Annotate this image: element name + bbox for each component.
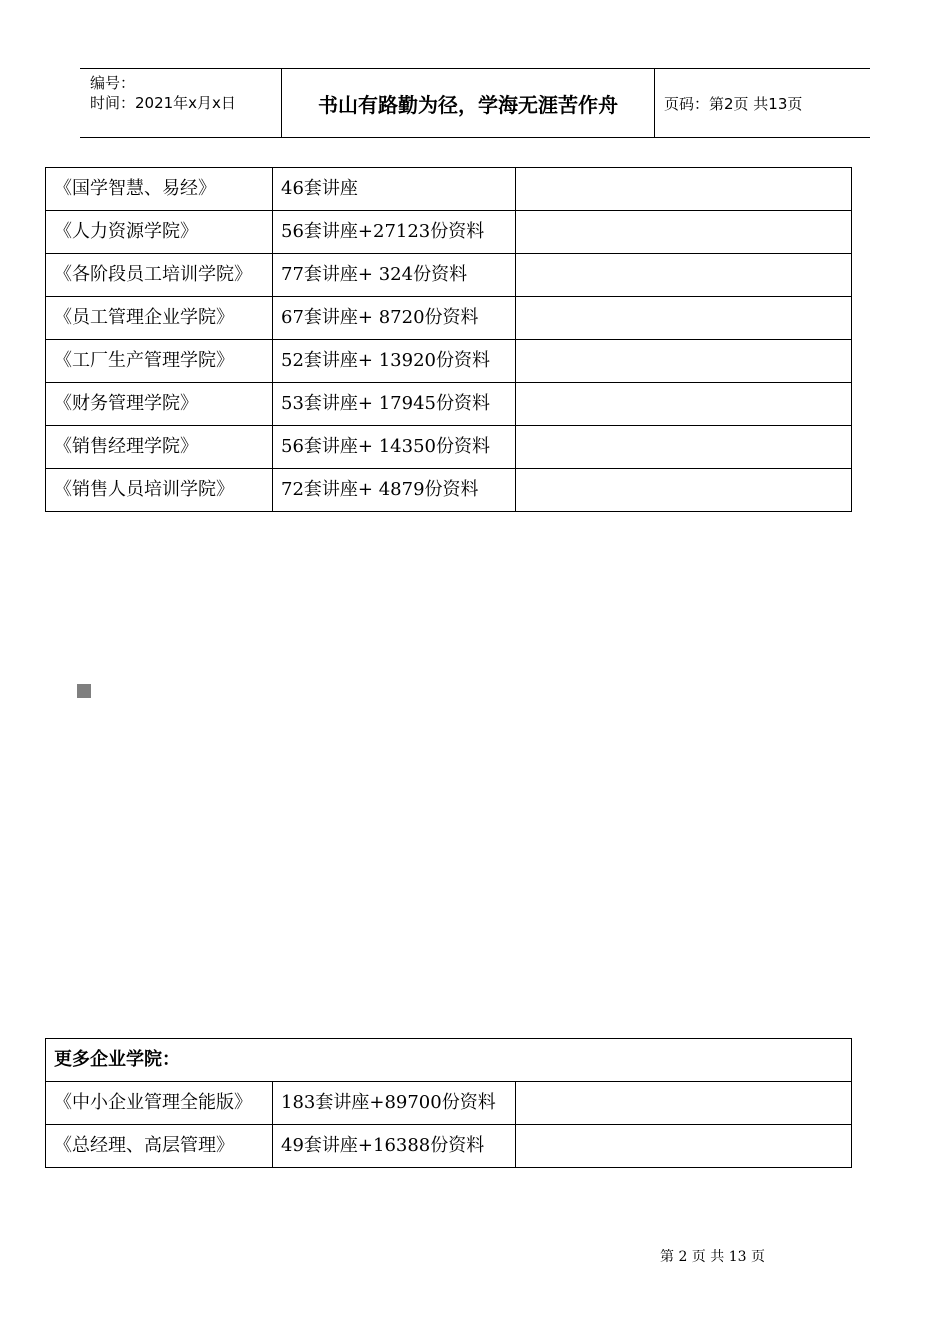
course-table xyxy=(45,167,852,512)
table-row xyxy=(46,254,852,297)
table-row xyxy=(46,426,852,469)
course-name-cell: 《人力资源学院》 xyxy=(46,211,273,254)
course-extra-cell xyxy=(516,1082,852,1125)
header-motto: 书山有路勤为径，学海无涯苦作舟 xyxy=(318,92,618,117)
course-content-cell: 52套讲座+ 13920份资料 xyxy=(273,340,516,383)
course-name-cell: 《中小企业管理全能版》 xyxy=(46,1082,273,1125)
course-extra-cell xyxy=(516,383,852,426)
table-row xyxy=(46,340,852,383)
table-row xyxy=(46,469,852,512)
course-content-cell: 46套讲座 xyxy=(273,168,516,211)
page-footer: 第 2 页 共 13 页 xyxy=(660,1249,765,1265)
course-name-cell: 《各阶段员工培训学院》 xyxy=(46,254,273,297)
table-row xyxy=(46,1082,852,1125)
more-courses-table xyxy=(45,1038,852,1168)
course-name-cell: 《销售人员培训学院》 xyxy=(46,469,273,512)
header-meta xyxy=(90,73,236,113)
course-content-cell: 67套讲座+ 8720份资料 xyxy=(273,297,516,340)
course-content-cell: 72套讲座+ 4879份资料 xyxy=(273,469,516,512)
table-row xyxy=(46,211,852,254)
course-extra-cell xyxy=(516,1125,852,1168)
table-row xyxy=(46,297,852,340)
course-name-cell: 《财务管理学院》 xyxy=(46,383,273,426)
table-row xyxy=(46,168,852,211)
course-name-cell: 《总经理、高层管理》 xyxy=(46,1125,273,1168)
page-header xyxy=(80,68,870,138)
table-row xyxy=(46,1125,852,1168)
course-extra-cell xyxy=(516,340,852,383)
table-row xyxy=(46,383,852,426)
course-content-cell: 56套讲座+27123份资料 xyxy=(273,211,516,254)
course-extra-cell xyxy=(516,168,852,211)
course-content-cell: 77套讲座+ 324份资料 xyxy=(273,254,516,297)
header-divider xyxy=(654,69,655,137)
course-content-cell: 49套讲座+16388份资料 xyxy=(273,1125,516,1168)
header-page-info: 页码：第2页 共13页 xyxy=(664,94,803,113)
square-bullet-icon xyxy=(77,684,91,698)
course-name-cell: 《员工管理企业学院》 xyxy=(46,297,273,340)
course-content-cell: 183套讲座+89700份资料 xyxy=(273,1082,516,1125)
section-title: 更多企业学院： xyxy=(46,1039,852,1082)
course-extra-cell xyxy=(516,211,852,254)
course-extra-cell xyxy=(516,469,852,512)
document-time-label: 时间：2021年x月x日 xyxy=(90,94,236,112)
course-extra-cell xyxy=(516,426,852,469)
course-extra-cell xyxy=(516,297,852,340)
course-content-cell: 56套讲座+ 14350份资料 xyxy=(273,426,516,469)
course-name-cell: 《国学智慧、易经》 xyxy=(46,168,273,211)
course-name-cell: 《工厂生产管理学院》 xyxy=(46,340,273,383)
table-title-row xyxy=(46,1039,852,1082)
document-number-label: 编号： xyxy=(90,74,136,92)
course-name-cell: 《销售经理学院》 xyxy=(46,426,273,469)
course-content-cell: 53套讲座+ 17945份资料 xyxy=(273,383,516,426)
course-extra-cell xyxy=(516,254,852,297)
